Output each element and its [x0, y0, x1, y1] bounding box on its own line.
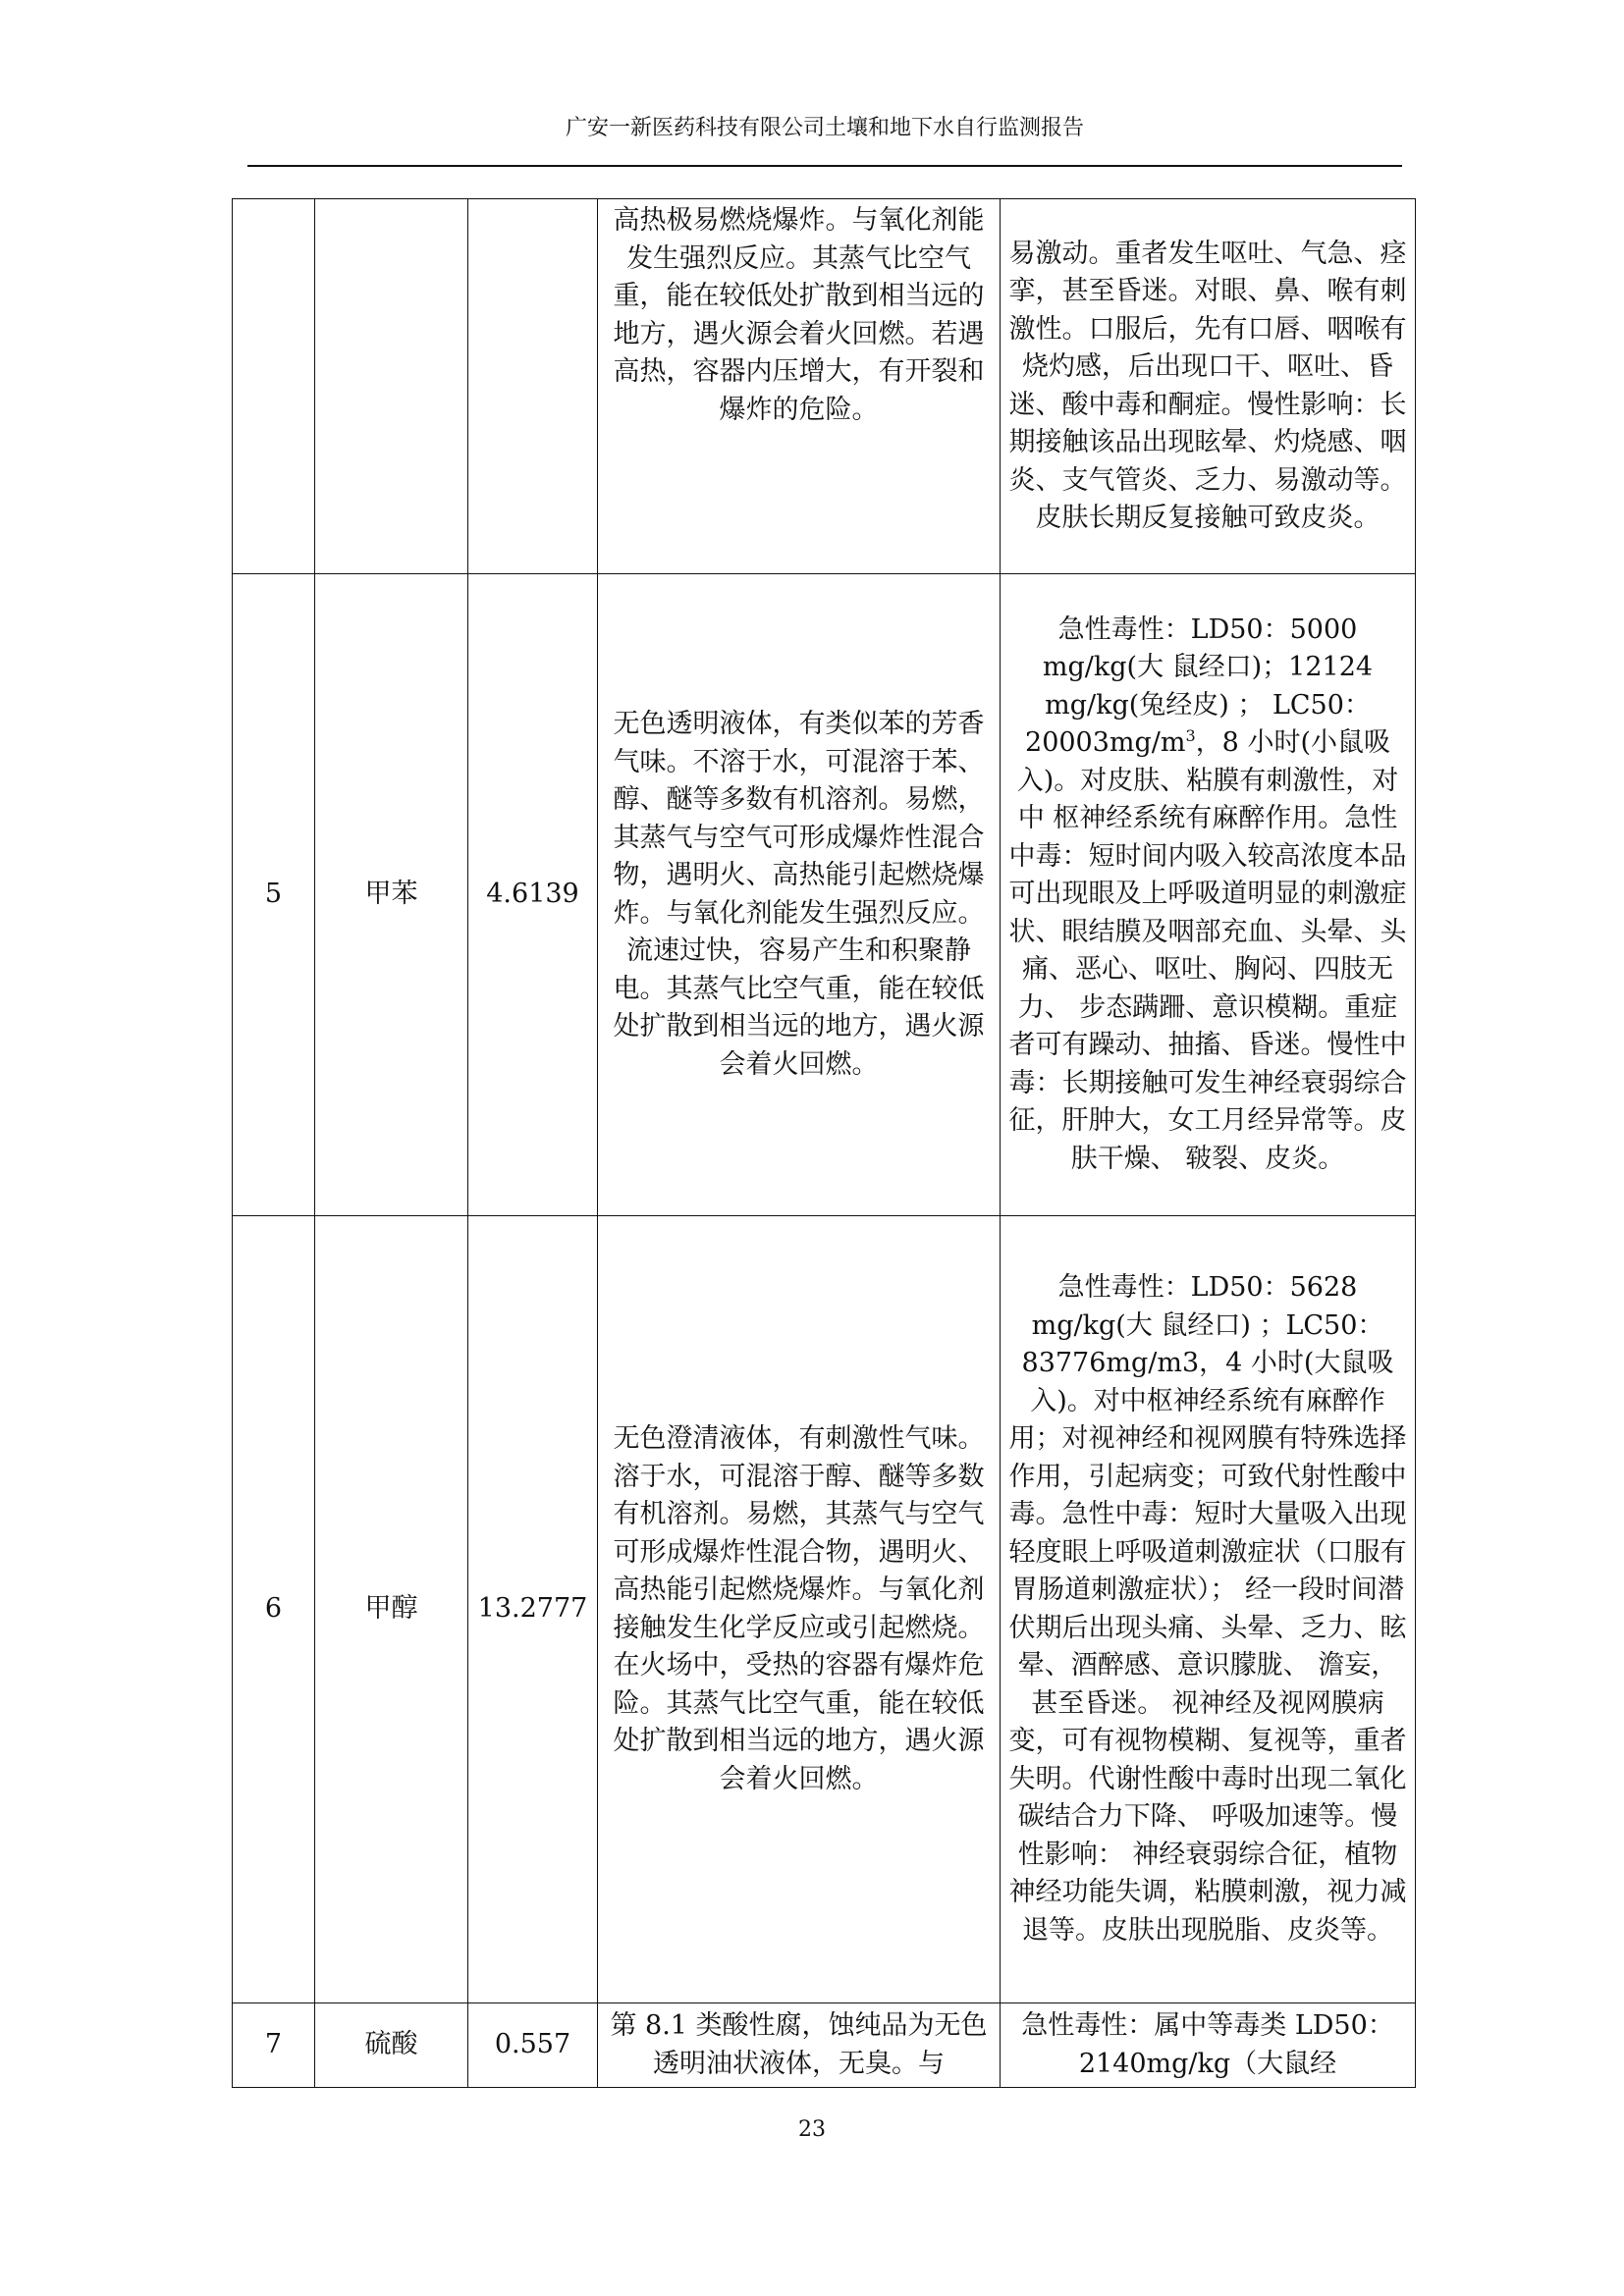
- page-header-title: 广安一新医药科技有限公司土壤和地下水自行监测报告: [565, 116, 1084, 140]
- table-row: [233, 574, 1416, 1216]
- amount-cell: 4.6139: [468, 574, 598, 1216]
- properties-cell: 第 8.1 类酸性腐，蚀纯品为无色透明油状液体，无臭。与: [598, 2003, 1001, 2088]
- toxicity-cell: 急性毒性：属中等毒类 LD50： 2140mg/kg（大鼠经: [1001, 2003, 1416, 2088]
- toxicity-text-part: ，8 小时(小鼠吸入)。对皮肤、粘膜有刺激性，对中 枢神经系统有麻醉作用。急性中毒：短时间内吸入较高浓度本品可出现眼及上呼吸道明显的刺激症 状、眼结膜及咽部充血、头晕、头痛、恶心、呕吐、胸闷、四肢无力、 步态蹒跚、意识模糊。重症者可有躁动、抽搐、昏迷。慢性中毒：长期接触可发生神经衰弱综合征，肝肿大，女工月经异常等。皮肤干燥、 皲裂、皮炎。: [1008, 727, 1407, 1174]
- row-number-cell: [233, 199, 315, 574]
- superscript: 3: [1185, 726, 1196, 746]
- properties-cell: 无色澄清液体，有刺激性气味。溶于水，可混溶于醇、醚等多数有机溶剂。易燃，其蒸气与空气可形成爆炸性混合物，遇明火、高热能引起燃烧爆炸。与氧化剂接触发生化学反应或引起燃烧。在火场中，受热的容器有爆炸危险。其蒸气比空气重，能在较低处扩散到相当远的地方，遇火源会着火回燃。: [598, 1216, 1001, 2003]
- amount-cell: 13.2777: [468, 1216, 598, 2003]
- substance-name-cell: 甲苯: [315, 574, 468, 1216]
- table-row: [233, 1216, 1416, 2003]
- toxicity-cell: 易激动。重者发生呕吐、气急、痉挛，甚至昏迷。对眼、鼻、喉有刺激性。口服后，先有口唇、咽喉有烧灼感，后出现口干、呕吐、昏迷、酸中毒和酮症。慢性影响：长期接触该品出现眩晕、灼烧感、咽炎、支气管炎、乏力、易激动等。皮肤长期反复接触可致皮炎。: [1001, 199, 1416, 574]
- table-row: [233, 2003, 1416, 2088]
- substance-name-cell: [315, 199, 468, 574]
- toxicity-cell: [1001, 574, 1416, 1216]
- row-number-cell: 5: [233, 574, 315, 1216]
- toxicity-text-part: 急性毒性：LD50：5000 mg/kg(大 鼠经口)；12124 mg/kg(兔经皮) ； LC50：20003mg/m: [1025, 614, 1374, 759]
- properties-cell: 高热极易燃烧爆炸。与氧化剂能发生强烈反应。其蒸气比空气重，能在较低处扩散到相当远的地方，遇火源会着火回燃。若遇高热，容器内压增大，有开裂和爆炸的危险。: [598, 199, 1001, 574]
- page-number: 23: [798, 2117, 826, 2142]
- table-row: [233, 199, 1416, 574]
- row-number-cell: 6: [233, 1216, 315, 2003]
- substance-name-cell: 硫酸: [315, 2003, 468, 2088]
- header-divider: [247, 165, 1402, 167]
- row-number-cell: 7: [233, 2003, 315, 2088]
- chemical-hazard-table: [232, 198, 1416, 2088]
- properties-cell: 无色透明液体，有类似苯的芳香气味。不溶于水，可混溶于苯、醇、醚等多数有机溶剂。易燃，其蒸气与空气可形成爆炸性混合物，遇明火、高热能引起燃烧爆炸。与氧化剂能发生强烈反应。流速过快，容易产生和积聚静电。其蒸气比空气重，能在较低处扩散到相当远的地方，遇火源会着火回燃。: [598, 574, 1001, 1216]
- substance-name-cell: 甲醇: [315, 1216, 468, 2003]
- toxicity-cell: 急性毒性：LD50：5628 mg/kg(大 鼠经口) ；LC50：83776mg/m3，4 小时(大鼠吸入)。对中枢神经系统有麻醉作用；对视神经和视网膜有特殊选择作用，引起病变；可致代射性酸中毒。急性中毒：短时大量吸入出现轻度眼上呼吸道刺激症状（口服有胃肠道刺激症状）； 经一段时间潜伏期后出现头痛、头晕、乏力、眩晕、酒醉感、意识朦胧、 澹妄，甚至昏迷。 视神经及视网膜病变，可有视物模糊、复视等，重者失明。代谢性酸中毒时出现二氧化碳结合力下降、 呼吸加速等。慢性影响： 神经衰弱综合征，植物神经功能失调，粘膜刺激，视力减退等。皮肤出现脱脂、皮炎等。: [1001, 1216, 1416, 2003]
- amount-cell: 0.557: [468, 2003, 598, 2088]
- amount-cell: [468, 199, 598, 574]
